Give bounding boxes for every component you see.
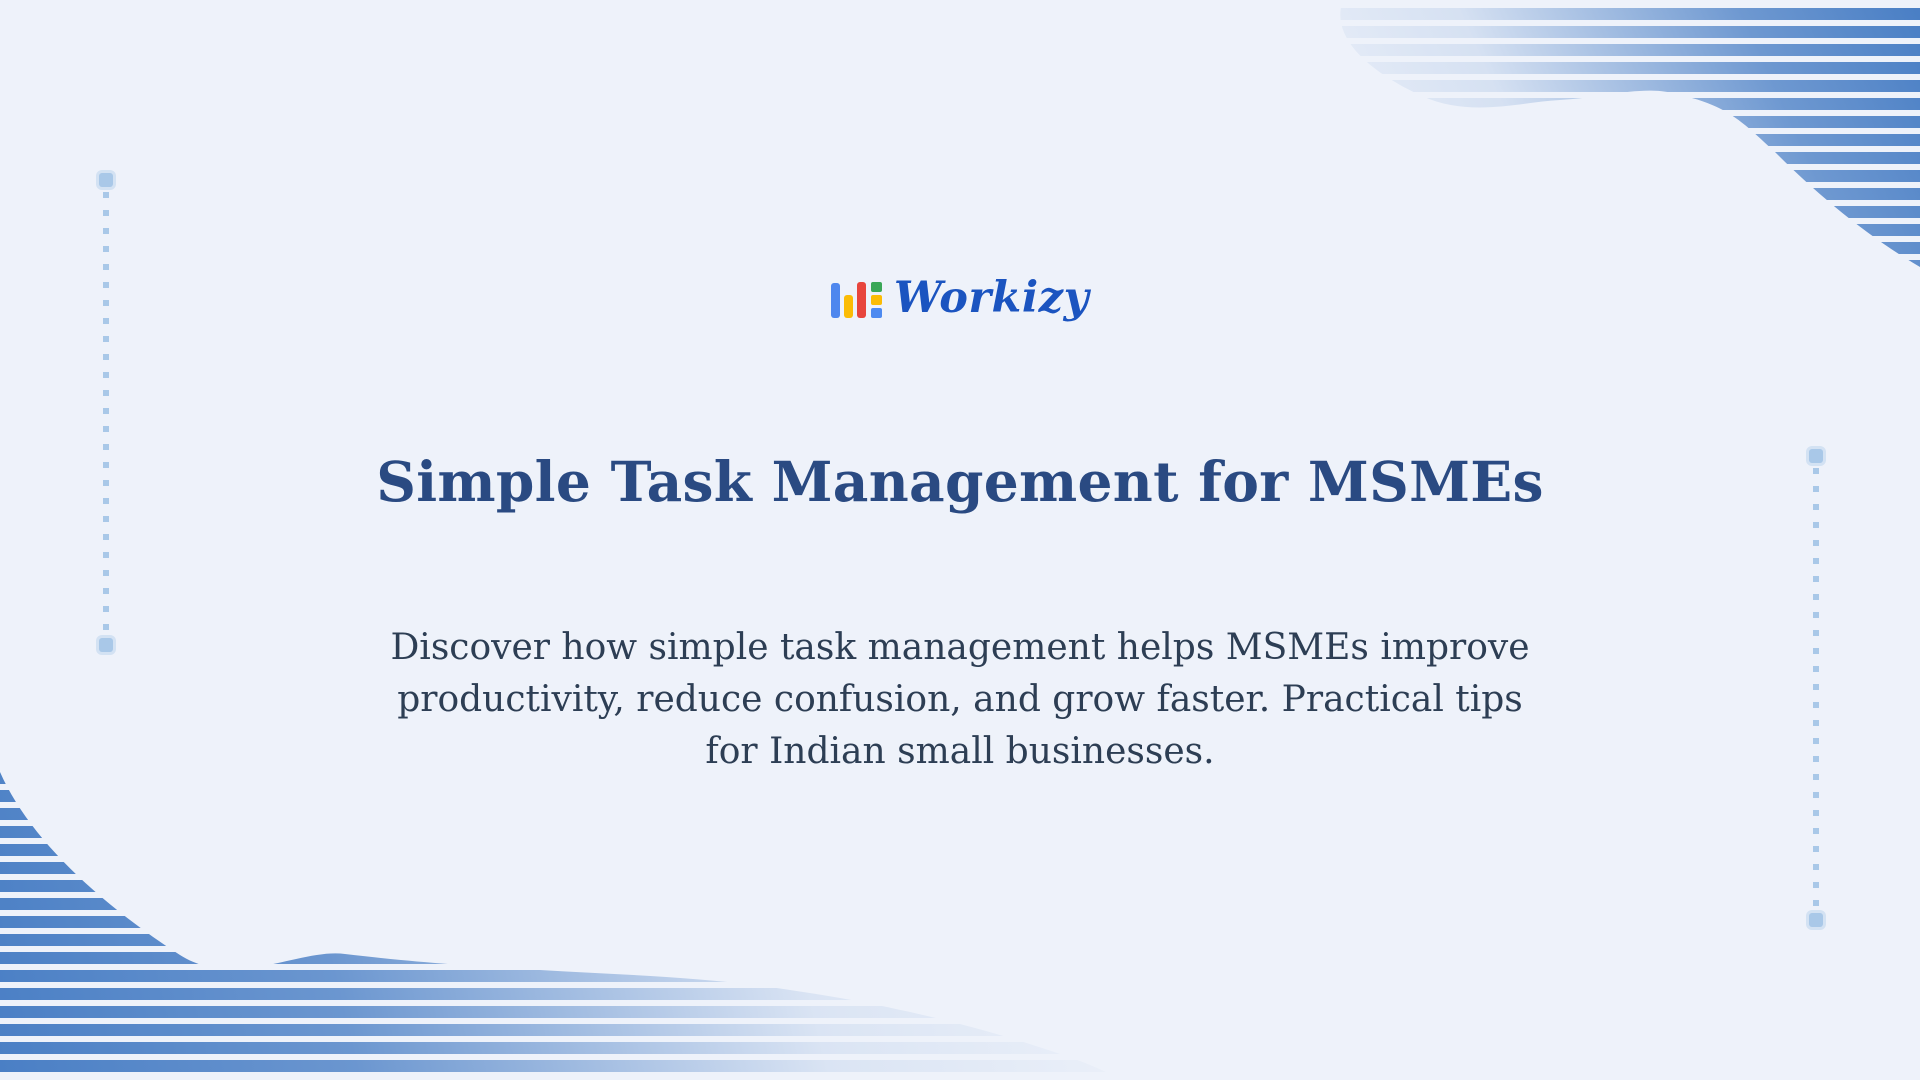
subtitle-line: productivity, reduce confusion, and grow faster. Practical tips [397,678,1523,720]
subtitle-line: for Indian small businesses. [705,730,1215,772]
page-title: Simple Task Management for MSMEs [376,449,1544,514]
bar-chart-icon [831,278,883,318]
subtitle-line: Discover how simple task management helps MSMEs improve [390,626,1530,668]
page-subtitle [390,622,1529,778]
brand-logo[interactable] [831,272,1090,323]
brand-name: Workizy [893,272,1090,323]
